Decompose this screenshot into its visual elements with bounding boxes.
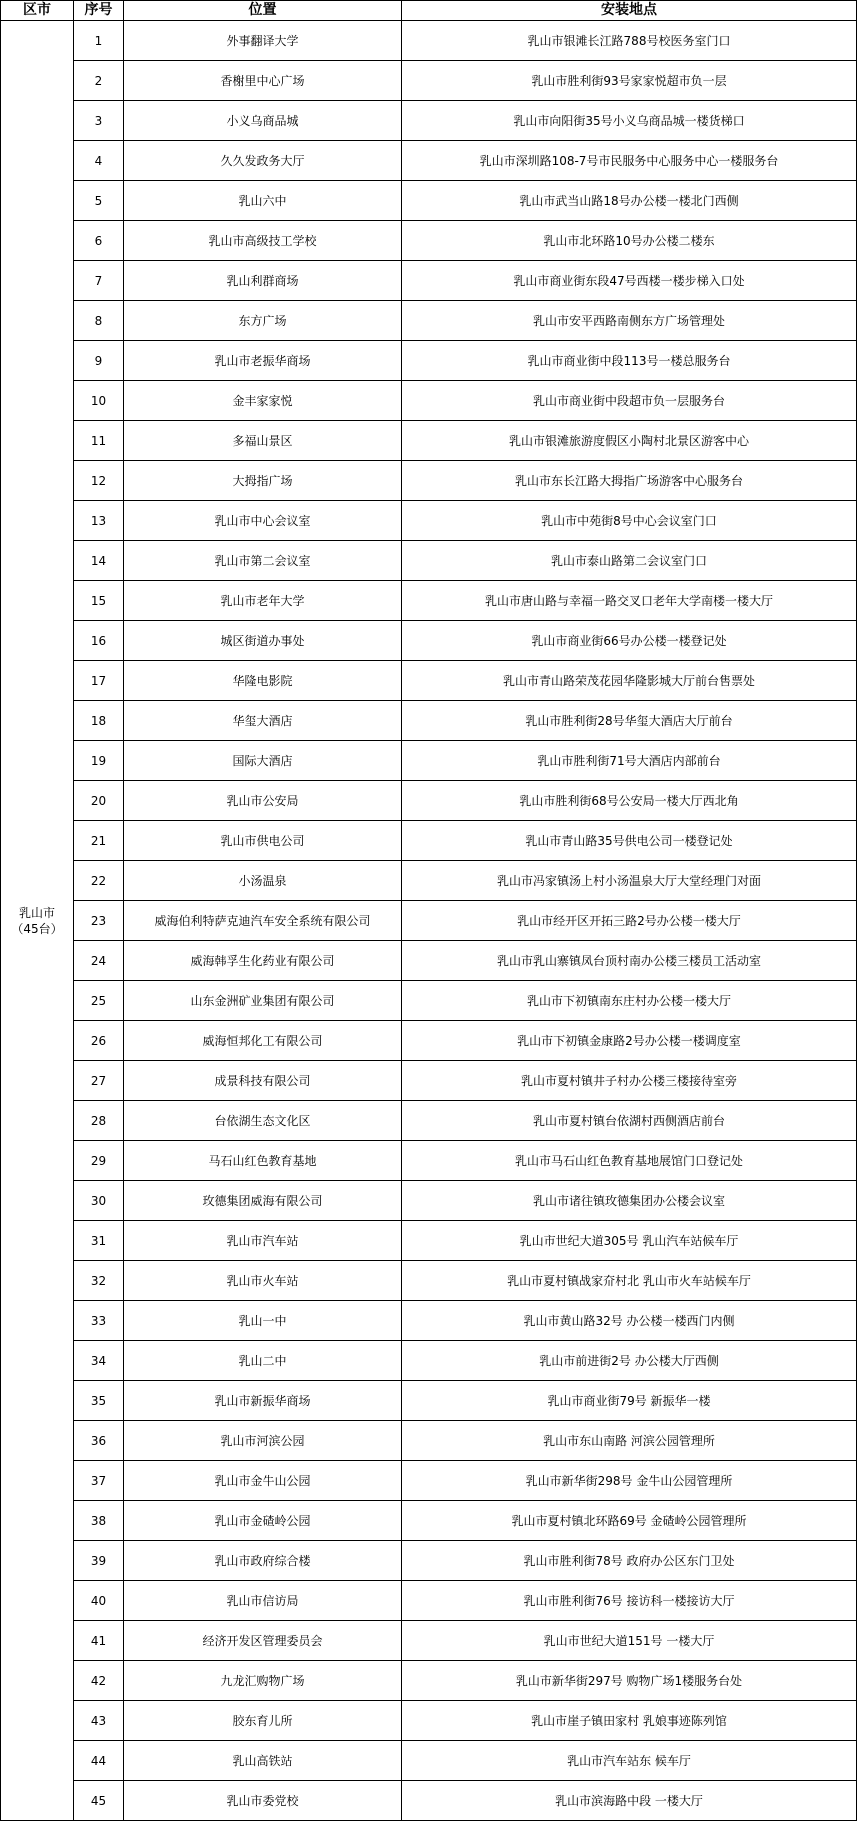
table-row xyxy=(1,461,857,501)
address-cell: 乳山市胜利街28号华玺大酒店大厅前台 xyxy=(402,701,857,741)
location-cell: 多福山景区 xyxy=(124,421,402,461)
table-row xyxy=(1,1541,857,1581)
seq-cell: 28 xyxy=(74,1101,124,1141)
table-row xyxy=(1,61,857,101)
address-cell: 乳山市经开区开拓三路2号办公楼一楼大厅 xyxy=(402,901,857,941)
location-cell: 华隆电影院 xyxy=(124,661,402,701)
table-row xyxy=(1,1141,857,1181)
location-cell: 乳山市火车站 xyxy=(124,1261,402,1301)
location-cell: 久久发政务大厅 xyxy=(124,141,402,181)
address-cell: 乳山市青山路荣茂花园华隆影城大厅前台售票处 xyxy=(402,661,857,701)
header-seq: 序号 xyxy=(74,1,124,21)
district-name: 乳山市 xyxy=(18,905,55,920)
table-row xyxy=(1,701,857,741)
seq-cell: 32 xyxy=(74,1261,124,1301)
location-cell: 乳山市老振华商场 xyxy=(124,341,402,381)
seq-cell: 3 xyxy=(74,101,124,141)
location-cell: 威海恒邦化工有限公司 xyxy=(124,1021,402,1061)
location-cell: 乳山市政府综合楼 xyxy=(124,1541,402,1581)
seq-cell: 7 xyxy=(74,261,124,301)
seq-cell: 43 xyxy=(74,1701,124,1741)
seq-cell: 31 xyxy=(74,1221,124,1261)
table-row xyxy=(1,1101,857,1141)
seq-cell: 30 xyxy=(74,1181,124,1221)
address-cell: 乳山市青山路35号供电公司一楼登记处 xyxy=(402,821,857,861)
address-cell: 乳山市世纪大道151号 一楼大厅 xyxy=(402,1621,857,1661)
location-cell: 九龙汇购物广场 xyxy=(124,1661,402,1701)
seq-cell: 11 xyxy=(74,421,124,461)
seq-cell: 26 xyxy=(74,1021,124,1061)
address-cell: 乳山市冯家镇汤上村小汤温泉大厅大堂经理门对面 xyxy=(402,861,857,901)
table-row xyxy=(1,1381,857,1421)
location-cell: 乳山市信访局 xyxy=(124,1581,402,1621)
seq-cell: 9 xyxy=(74,341,124,381)
seq-cell: 35 xyxy=(74,1381,124,1421)
seq-cell: 41 xyxy=(74,1621,124,1661)
address-cell: 乳山市下初镇金康路2号办公楼一楼调度室 xyxy=(402,1021,857,1061)
location-cell: 东方广场 xyxy=(124,301,402,341)
address-cell: 乳山市唐山路与幸福一路交叉口老年大学南楼一楼大厅 xyxy=(402,581,857,621)
table-row xyxy=(1,1301,857,1341)
location-cell: 乳山市老年大学 xyxy=(124,581,402,621)
location-cell: 华玺大酒店 xyxy=(124,701,402,741)
address-cell: 乳山市泰山路第二会议室门口 xyxy=(402,541,857,581)
table-row xyxy=(1,1061,857,1101)
header-location: 位置 xyxy=(124,1,402,21)
address-cell: 乳山市马石山红色教育基地展馆门口登记处 xyxy=(402,1141,857,1181)
header-address: 安装地点 xyxy=(402,1,857,21)
table-row xyxy=(1,341,857,381)
table-row xyxy=(1,221,857,261)
location-cell: 台依湖生态文化区 xyxy=(124,1101,402,1141)
header-district: 区市 xyxy=(1,1,74,21)
table-row xyxy=(1,1621,857,1661)
table-row xyxy=(1,821,857,861)
location-cell: 小汤温泉 xyxy=(124,861,402,901)
location-cell: 马石山红色教育基地 xyxy=(124,1141,402,1181)
seq-cell: 5 xyxy=(74,181,124,221)
seq-cell: 14 xyxy=(74,541,124,581)
table-row xyxy=(1,1221,857,1261)
address-cell: 乳山市中苑街8号中心会议室门口 xyxy=(402,501,857,541)
table-row xyxy=(1,181,857,221)
location-cell: 乳山市公安局 xyxy=(124,781,402,821)
location-cell: 威海伯利特萨克迪汽车安全系统有限公司 xyxy=(124,901,402,941)
address-cell: 乳山市前进街2号 办公楼大厅西侧 xyxy=(402,1341,857,1381)
location-cell: 外事翻译大学 xyxy=(124,21,402,61)
address-cell: 乳山市东山南路 河滨公园管理所 xyxy=(402,1421,857,1461)
location-cell: 胶东育儿所 xyxy=(124,1701,402,1741)
address-cell: 乳山市夏村镇北环路69号 金碴岭公园管理所 xyxy=(402,1501,857,1541)
seq-cell: 1 xyxy=(74,21,124,61)
location-cell: 经济开发区管理委员会 xyxy=(124,1621,402,1661)
table-row xyxy=(1,621,857,661)
table-row xyxy=(1,1701,857,1741)
seq-cell: 2 xyxy=(74,61,124,101)
seq-cell: 24 xyxy=(74,941,124,981)
table-row xyxy=(1,21,857,61)
address-cell: 乳山市滨海路中段 一楼大厅 xyxy=(402,1781,857,1821)
seq-cell: 4 xyxy=(74,141,124,181)
seq-cell: 20 xyxy=(74,781,124,821)
seq-cell: 45 xyxy=(74,1781,124,1821)
table-row xyxy=(1,381,857,421)
address-cell: 乳山市胜利街78号 政府办公区东门卫处 xyxy=(402,1541,857,1581)
location-cell: 乳山六中 xyxy=(124,181,402,221)
address-cell: 乳山市商业街66号办公楼一楼登记处 xyxy=(402,621,857,661)
seq-cell: 6 xyxy=(74,221,124,261)
address-cell: 乳山市下初镇南东庄村办公楼一楼大厅 xyxy=(402,981,857,1021)
seq-cell: 25 xyxy=(74,981,124,1021)
location-cell: 乳山二中 xyxy=(124,1341,402,1381)
address-cell: 乳山市北环路10号办公楼二楼东 xyxy=(402,221,857,261)
table-row xyxy=(1,1261,857,1301)
location-cell: 小义乌商品城 xyxy=(124,101,402,141)
address-cell: 乳山市夏村镇战家夼村北 乳山市火车站候车厅 xyxy=(402,1261,857,1301)
address-cell: 乳山市诸往镇玫德集团办公楼会议室 xyxy=(402,1181,857,1221)
location-cell: 香榭里中心广场 xyxy=(124,61,402,101)
address-cell: 乳山市胜利街68号公安局一楼大厅西北角 xyxy=(402,781,857,821)
address-cell: 乳山市胜利街71号大酒店内部前台 xyxy=(402,741,857,781)
address-cell: 乳山市黄山路32号 办公楼一楼西门内侧 xyxy=(402,1301,857,1341)
location-cell: 乳山高铁站 xyxy=(124,1741,402,1781)
table-row xyxy=(1,1581,857,1621)
header-row xyxy=(1,1,857,21)
seq-cell: 23 xyxy=(74,901,124,941)
address-cell: 乳山市武当山路18号办公楼一楼北门西侧 xyxy=(402,181,857,221)
table-row xyxy=(1,501,857,541)
location-cell: 玫德集团威海有限公司 xyxy=(124,1181,402,1221)
address-cell: 乳山市胜利街76号 接访科一楼接访大厅 xyxy=(402,1581,857,1621)
address-cell: 乳山市夏村镇台依湖村西侧酒店前台 xyxy=(402,1101,857,1141)
location-cell: 乳山市金碴岭公园 xyxy=(124,1501,402,1541)
address-cell: 乳山市胜利街93号家家悦超市负一层 xyxy=(402,61,857,101)
table-row xyxy=(1,301,857,341)
location-cell: 成景科技有限公司 xyxy=(124,1061,402,1101)
location-cell: 国际大酒店 xyxy=(124,741,402,781)
location-cell: 乳山市高级技工学校 xyxy=(124,221,402,261)
location-cell: 乳山市金牛山公园 xyxy=(124,1461,402,1501)
seq-cell: 37 xyxy=(74,1461,124,1501)
location-cell: 城区街道办事处 xyxy=(124,621,402,661)
table-row xyxy=(1,861,857,901)
address-cell: 乳山市商业街79号 新振华一楼 xyxy=(402,1381,857,1421)
seq-cell: 34 xyxy=(74,1341,124,1381)
seq-cell: 42 xyxy=(74,1661,124,1701)
address-cell: 乳山市夏村镇井子村办公楼三楼接待室旁 xyxy=(402,1061,857,1101)
location-cell: 乳山市供电公司 xyxy=(124,821,402,861)
table-row xyxy=(1,981,857,1021)
address-cell: 乳山市崖子镇田家村 乳娘事迹陈列馆 xyxy=(402,1701,857,1741)
location-cell: 乳山市委党校 xyxy=(124,1781,402,1821)
seq-cell: 10 xyxy=(74,381,124,421)
location-cell: 乳山利群商场 xyxy=(124,261,402,301)
seq-cell: 16 xyxy=(74,621,124,661)
seq-cell: 15 xyxy=(74,581,124,621)
table-row xyxy=(1,1021,857,1061)
table-row xyxy=(1,1501,857,1541)
table-row xyxy=(1,1661,857,1701)
seq-cell: 40 xyxy=(74,1581,124,1621)
table-row xyxy=(1,901,857,941)
seq-cell: 18 xyxy=(74,701,124,741)
location-cell: 山东金洲矿业集团有限公司 xyxy=(124,981,402,1021)
location-cell: 乳山市河滨公园 xyxy=(124,1421,402,1461)
location-cell: 乳山市新振华商场 xyxy=(124,1381,402,1421)
seq-cell: 21 xyxy=(74,821,124,861)
address-cell: 乳山市向阳街35号小义乌商品城一楼货梯口 xyxy=(402,101,857,141)
table-row xyxy=(1,261,857,301)
seq-cell: 36 xyxy=(74,1421,124,1461)
address-cell: 乳山市新华街297号 购物广场1楼服务台处 xyxy=(402,1661,857,1701)
table-row xyxy=(1,581,857,621)
seq-cell: 13 xyxy=(74,501,124,541)
table-row xyxy=(1,781,857,821)
address-cell: 乳山市安平西路南侧东方广场管理处 xyxy=(402,301,857,341)
seq-cell: 29 xyxy=(74,1141,124,1181)
table-row xyxy=(1,1181,857,1221)
seq-cell: 38 xyxy=(74,1501,124,1541)
address-cell: 乳山市深圳路108-7号市民服务中心服务中心一楼服务台 xyxy=(402,141,857,181)
address-cell: 乳山市商业街中段113号一楼总服务台 xyxy=(402,341,857,381)
seq-cell: 44 xyxy=(74,1741,124,1781)
address-cell: 乳山市商业街中段超市负一层服务台 xyxy=(402,381,857,421)
table-row xyxy=(1,1461,857,1501)
location-cell: 乳山市汽车站 xyxy=(124,1221,402,1261)
table-row xyxy=(1,1341,857,1381)
address-cell: 乳山市银滩旅游度假区小陶村北景区游客中心 xyxy=(402,421,857,461)
location-cell: 金丰家家悦 xyxy=(124,381,402,421)
table-row xyxy=(1,1741,857,1781)
table-row xyxy=(1,101,857,141)
seq-cell: 33 xyxy=(74,1301,124,1341)
table-row xyxy=(1,541,857,581)
table-row xyxy=(1,741,857,781)
location-cell: 乳山市中心会议室 xyxy=(124,501,402,541)
table-row xyxy=(1,1781,857,1821)
seq-cell: 8 xyxy=(74,301,124,341)
seq-cell: 19 xyxy=(74,741,124,781)
seq-cell: 39 xyxy=(74,1541,124,1581)
location-cell: 乳山一中 xyxy=(124,1301,402,1341)
address-cell: 乳山市银滩长江路788号校医务室门口 xyxy=(402,21,857,61)
district-count: （45台） xyxy=(11,921,63,936)
address-cell: 乳山市新华街298号 金牛山公园管理所 xyxy=(402,1461,857,1501)
address-cell: 乳山市世纪大道305号 乳山汽车站候车厅 xyxy=(402,1221,857,1261)
seq-cell: 22 xyxy=(74,861,124,901)
table-row xyxy=(1,141,857,181)
address-cell: 乳山市商业街东段47号西楼一楼步梯入口处 xyxy=(402,261,857,301)
address-cell: 乳山市东长江路大拇指广场游客中心服务台 xyxy=(402,461,857,501)
seq-cell: 27 xyxy=(74,1061,124,1101)
table-row xyxy=(1,1421,857,1461)
district-cell xyxy=(1,21,74,1821)
location-cell: 大拇指广场 xyxy=(124,461,402,501)
seq-cell: 12 xyxy=(74,461,124,501)
location-cell: 威海韩孚生化药业有限公司 xyxy=(124,941,402,981)
address-cell: 乳山市汽车站东 候车厅 xyxy=(402,1741,857,1781)
location-cell: 乳山市第二会议室 xyxy=(124,541,402,581)
address-cell: 乳山市乳山寨镇凤台顶村南办公楼三楼员工活动室 xyxy=(402,941,857,981)
table-row xyxy=(1,941,857,981)
table-row xyxy=(1,661,857,701)
seq-cell: 17 xyxy=(74,661,124,701)
table-row xyxy=(1,421,857,461)
